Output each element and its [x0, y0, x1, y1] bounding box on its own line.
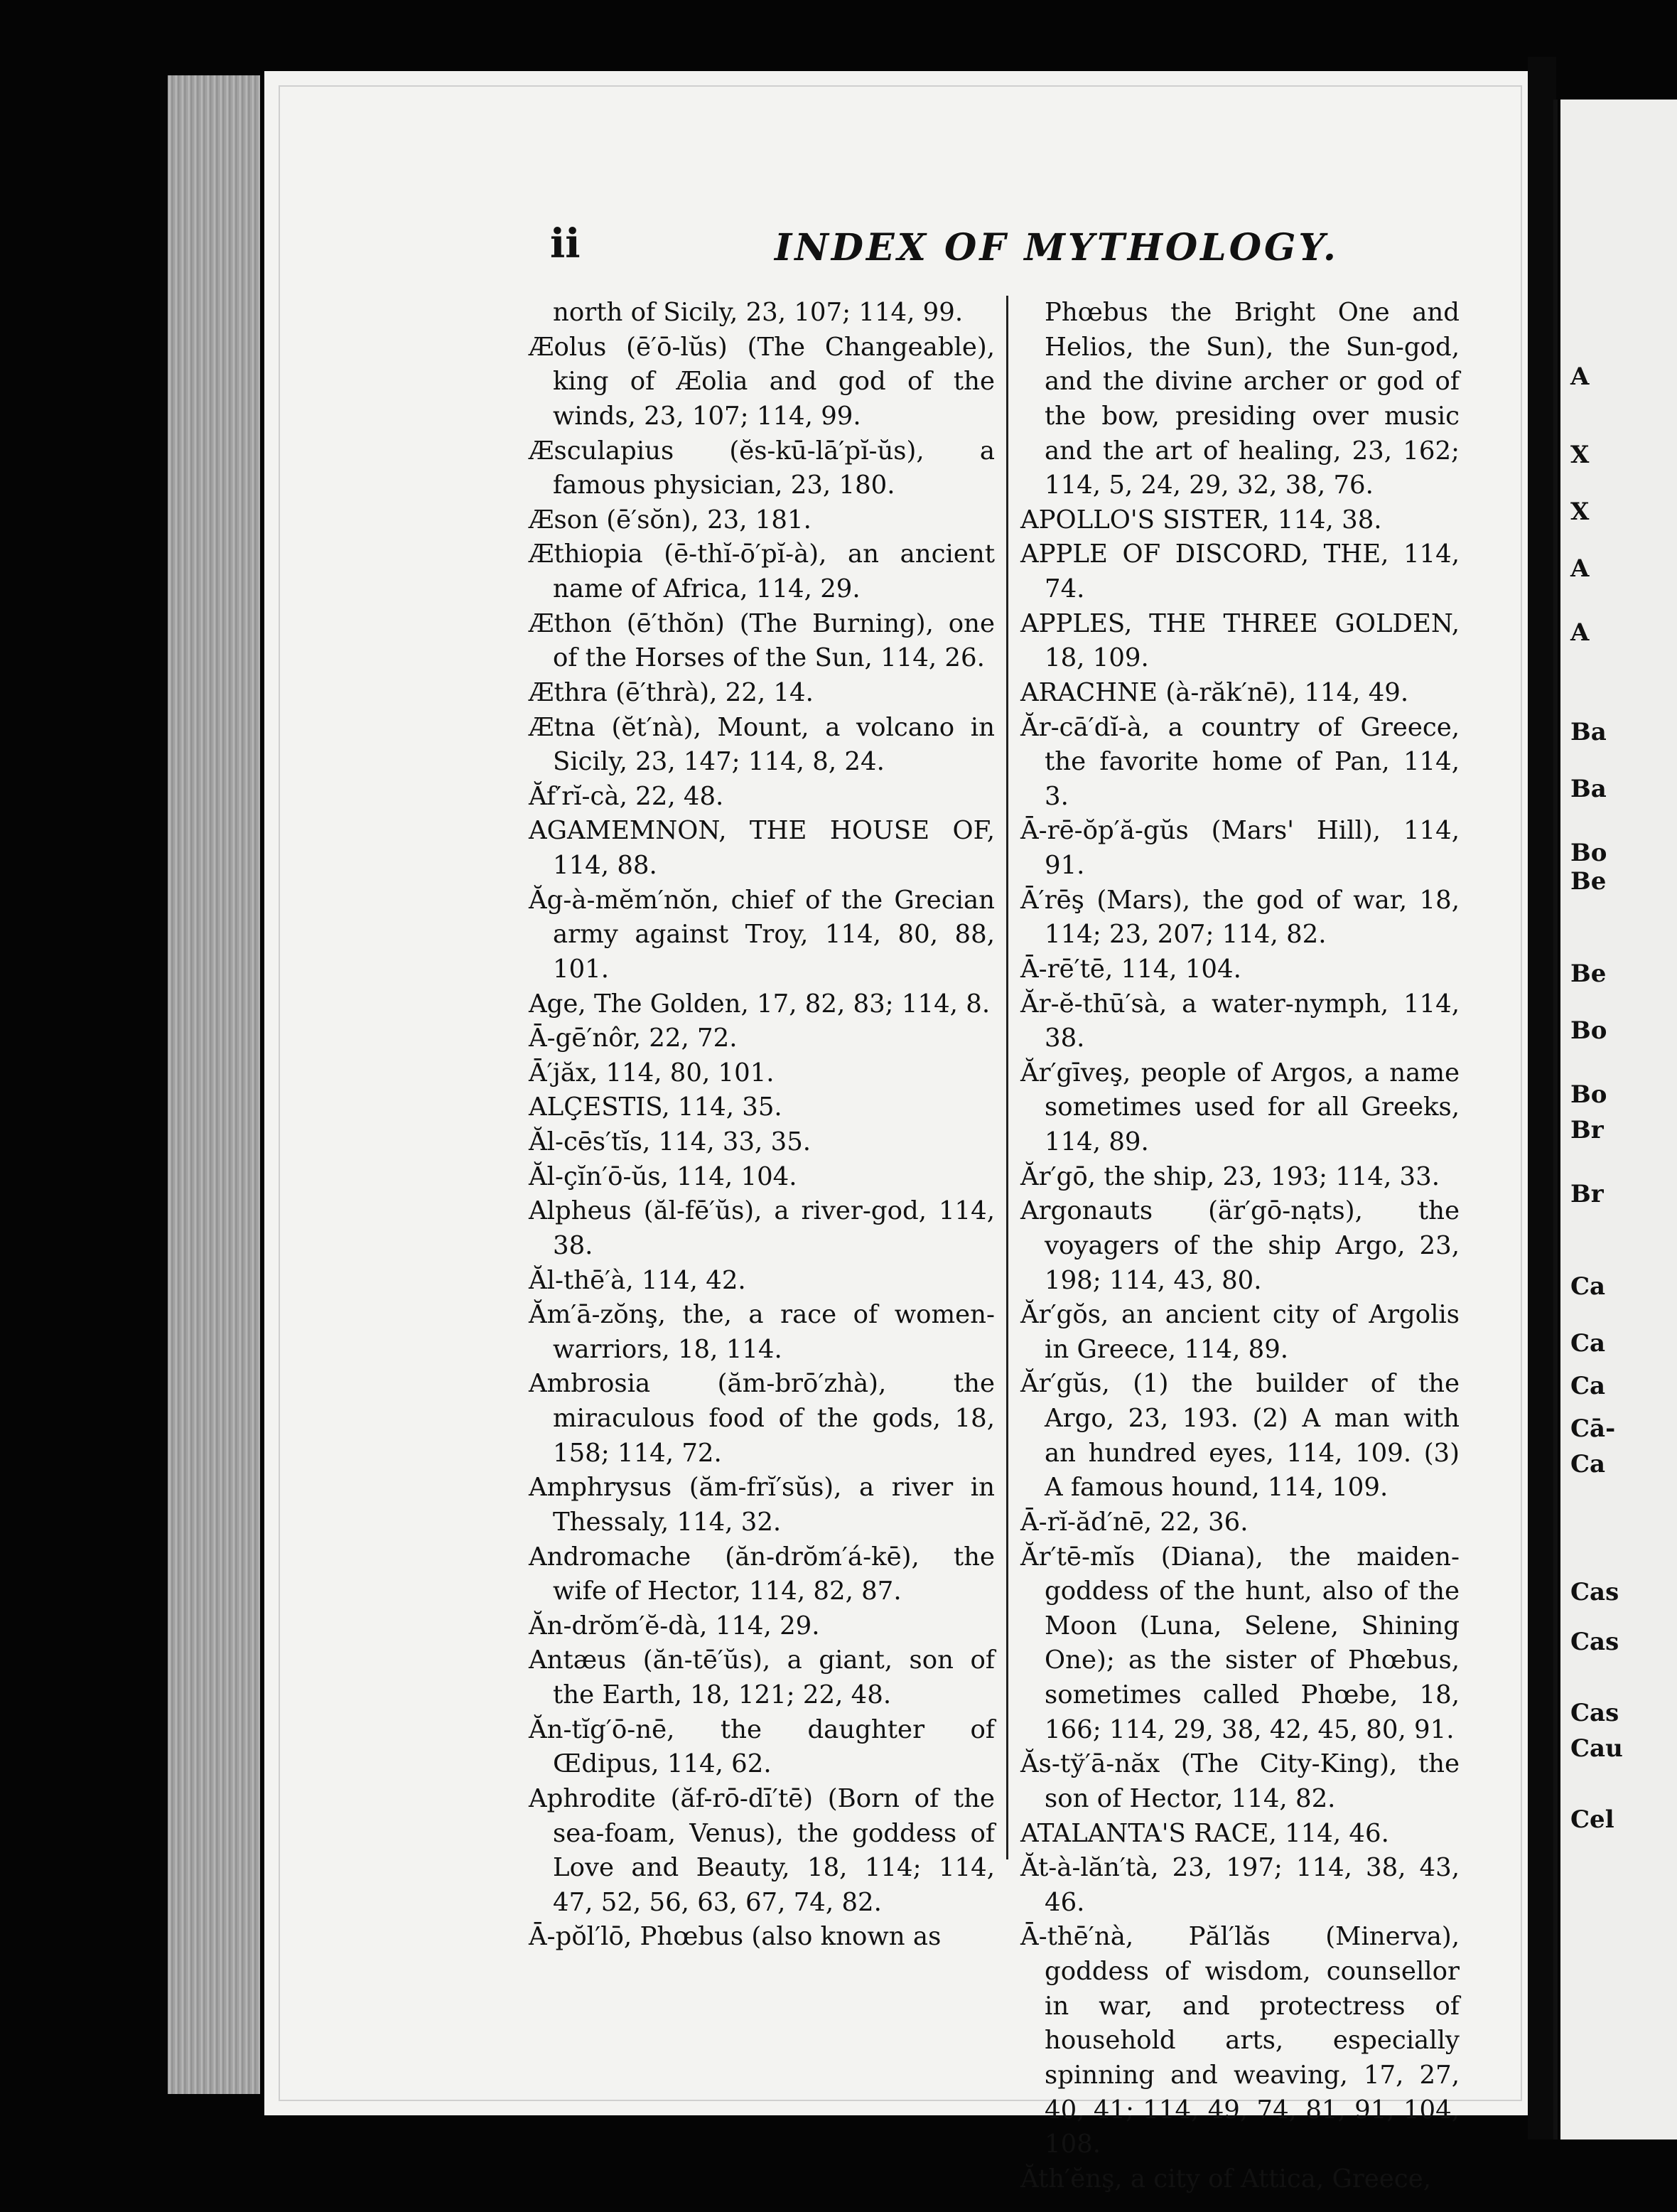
index-entry: Æsculapius (ĕs-kū-lā′pĭ-ŭs), a famous physician, 23, 180. [529, 436, 995, 500]
book-gutter [1528, 57, 1556, 2139]
facing-page-fragment: Cas [1570, 1699, 1619, 1727]
index-entry: Ā-gē′nôr, 22, 72. [529, 1024, 738, 1053]
index-entry: Ăr′tē-mĭs (Diana), the maiden-goddess of the hunt, also of the Moon (Luna, Selene, Shining One); as the sister of Phœbus, sometimes called Phœbe, 18, 166; 114, 29, 38, 42, 45, 80, 91. [1020, 1542, 1460, 1744]
index-entry: Æthra (ē′thrà), 22, 14. [529, 677, 814, 707]
index-entry: Argonauts (är′gō-nạts), the voyagers of the ship Argo, 23, 198; 114, 43, 80. [1020, 1196, 1460, 1295]
index-entry: ALÇESTIS, 114, 35. [529, 1092, 782, 1122]
facing-page-fragment: Cas [1570, 1578, 1619, 1606]
index-entry: north of Sicily, 23, 107; 114, 99. [553, 298, 964, 327]
column-rule [1006, 296, 1008, 1859]
index-entry: Ā-thē′nà, Păl′lăs (Minerva), goddess of wisdom, counsellor in war, and protectress of household arts, especially spinning and weaving, 17, 27, 40, 41; 114, 49, 74, 81, 91, 104, 108. [1020, 1922, 1460, 2159]
index-entry: Ăl-thē′à, 114, 42. [529, 1265, 746, 1295]
index-entry: Ăs-tў′ā-năx (The City-King), the son of Hector, 114, 82. [1020, 1749, 1460, 1813]
index-entry: Ambrosia (ăm-brō′zhà), the miraculous food of the gods, 18, 158; 114, 72. [529, 1369, 995, 1468]
facing-page-fragment: Br [1570, 1180, 1604, 1208]
index-entry: Antæus (ăn-tē′ŭs), a giant, son of the Earth, 18, 121; 22, 48. [529, 1645, 995, 1709]
index-entry: Alpheus (ăl-fē′ŭs), a river-god, 114, 38. [529, 1196, 995, 1260]
index-column-left [529, 296, 995, 1955]
index-entry: APPLES, THE THREE GOLDEN, 18, 109. [1020, 608, 1460, 673]
facing-page-fragment: Ca [1570, 1329, 1606, 1358]
facing-page-fragment: A [1570, 363, 1590, 391]
index-entry: Ætna (ĕt′nà), Mount, a volcano in Sicily, 23, 147; 114, 8, 24. [529, 712, 995, 777]
facing-page-fragment: Cā- [1570, 1414, 1616, 1443]
index-entry: Andromache (ăn-drŏm′á-kē), the wife of Hector, 114, 82, 87. [529, 1542, 995, 1606]
index-entry: Ăr′gō, the ship, 23, 193; 114, 33. [1020, 1161, 1440, 1191]
index-entry: APOLLO'S SISTER, 114, 38. [1020, 505, 1382, 535]
facing-page-fragment: Ca [1570, 1450, 1606, 1478]
index-entry: AGAMEMNON, THE HOUSE OF, 114, 88. [529, 816, 995, 880]
facing-page-fragment: Bo [1570, 839, 1607, 867]
index-entry: Ăr-ĕ-thū′sà, a water-nymph, 114, 38. [1020, 989, 1460, 1053]
index-entry: Ā-rĭ-ăd′nē, 22, 36. [1020, 1507, 1249, 1537]
facing-page-fragment: Bo [1570, 1080, 1607, 1109]
index-entry: Ăg-à-mĕm′nŏn, chief of the Grecian army against Troy, 114, 80, 88, 101. [529, 885, 995, 984]
facing-page-fragment: Ba [1570, 718, 1607, 746]
index-entry: Æthon (ē′thŏn) (The Burning), one of the Horses of the Sun, 114, 26. [529, 608, 995, 673]
facing-page-fragment: Br [1570, 1116, 1604, 1144]
index-entry: Ăf′rĭ-cà, 22, 48. [529, 781, 724, 811]
gutter-line [1553, 100, 1558, 2139]
facing-page-fragment: X [1570, 441, 1590, 469]
index-entry: Ăth′ĕnş, a city of Attica, Greece, [1020, 2164, 1431, 2194]
facing-page-fragment: A [1570, 554, 1590, 583]
index-entry: Ăl-cēs′tĭs, 114, 33, 35. [529, 1127, 811, 1156]
facing-page-edge [1560, 100, 1677, 2139]
facing-page-fragment: A [1570, 618, 1590, 647]
index-entry: Age, The Golden, 17, 82, 83; 114, 8. [529, 989, 991, 1019]
facing-page-fragment: Ca [1570, 1272, 1606, 1301]
facing-page-fragment: Bo [1570, 1016, 1607, 1045]
index-entry: Phœbus the Bright One and Helios, the Sun), the Sun-god, and the divine archer or god of the bow, presiding over music and the art of healing, 23, 162; 114, 5, 24, 29, 32, 38, 76. [1045, 298, 1460, 500]
facing-page-fragment: Cau [1570, 1734, 1623, 1763]
index-entry: Ăr-cā′dĭ-à, a country of Greece, the favorite home of Pan, 114, 3. [1020, 712, 1460, 811]
index-entry: Æolus (ē′ō-lŭs) (The Changeable), king of Æolia and god of the winds, 23, 107; 114, 99. [529, 332, 995, 431]
running-head: INDEX OF MYTHOLOGY. [775, 226, 1339, 269]
index-entry: Æson (ē′sŏn), 23, 181. [529, 505, 811, 535]
facing-page-fragment: Be [1570, 960, 1607, 988]
index-entry: Æthiopia (ē-thĭ-ō′pĭ-à), an ancient name of Africa, 114, 29. [529, 539, 995, 603]
index-entry: Ăr′gŏs, an ancient city of Argolis in Greece, 114, 89. [1020, 1300, 1460, 1364]
index-entry: Ăr′gīveş, people of Argos, a name sometimes used for all Greeks, 114, 89. [1020, 1058, 1460, 1156]
index-entry: Ăn-drŏm′ĕ-dà, 114, 29. [529, 1611, 820, 1641]
facing-page-fragment: Cel [1570, 1805, 1614, 1834]
facing-page-fragment: Cas [1570, 1628, 1619, 1656]
index-entry: Amphrysus (ăm-frĭ′sŭs), a river in Thessaly, 114, 32. [529, 1473, 995, 1537]
index-entry: Ā′rēş (Mars), the god of war, 18, 114; 23, 207; 114, 82. [1020, 885, 1460, 950]
index-entry: Ăr′gŭs, (1) the builder of the Argo, 23, 193. (2) A man with an hundred eyes, 114, 109. (3) A famous hound, 114, 109. [1020, 1369, 1460, 1503]
index-entry: ATALANTA'S RACE, 114, 46. [1020, 1818, 1389, 1848]
facing-page-fragment: X [1570, 498, 1590, 526]
index-entry: Ā-pŏl′lō, Phœbus (also known as [529, 1922, 942, 1952]
facing-page-fragment: Be [1570, 867, 1607, 896]
page-edges [168, 75, 260, 2094]
facing-page-fragment: Ba [1570, 775, 1607, 803]
page-number: ii [550, 220, 581, 267]
index-entry: ARACHNE (à-răk′nē), 114, 49. [1020, 677, 1409, 707]
index-entry: Ăn-tĭg′ō-nē, the daughter of Œdipus, 114, 62. [529, 1714, 995, 1779]
index-entry: Aphrodite (ăf-rō-dī′tē) (Born of the sea-foam, Venus), the goddess of Love and Beauty, 18, 114; 114, 47, 52, 56, 63, 67, 74, 82. [529, 1783, 995, 1917]
index-entry: APPLE OF DISCORD, THE, 114, 74. [1020, 539, 1460, 603]
index-column-right [1020, 296, 1460, 2196]
index-entry: Ăt-à-lăn′tà, 23, 197; 114, 38, 43, 46. [1020, 1853, 1460, 1917]
facing-page-fragment: Ca [1570, 1372, 1606, 1400]
index-entry: Ā-rē′tē, 114, 104. [1020, 954, 1241, 984]
index-entry: Ā′jăx, 114, 80, 101. [529, 1058, 775, 1088]
index-entry: Ā-rē-ŏp′ă-gŭs (Mars' Hill), 114, 91. [1020, 816, 1460, 880]
index-entry: Ăm′ā-zŏnş, the, a race of women-warriors, 18, 114. [529, 1300, 995, 1364]
index-entry: Ăl-çĭn′ō-ŭs, 114, 104. [529, 1161, 797, 1191]
